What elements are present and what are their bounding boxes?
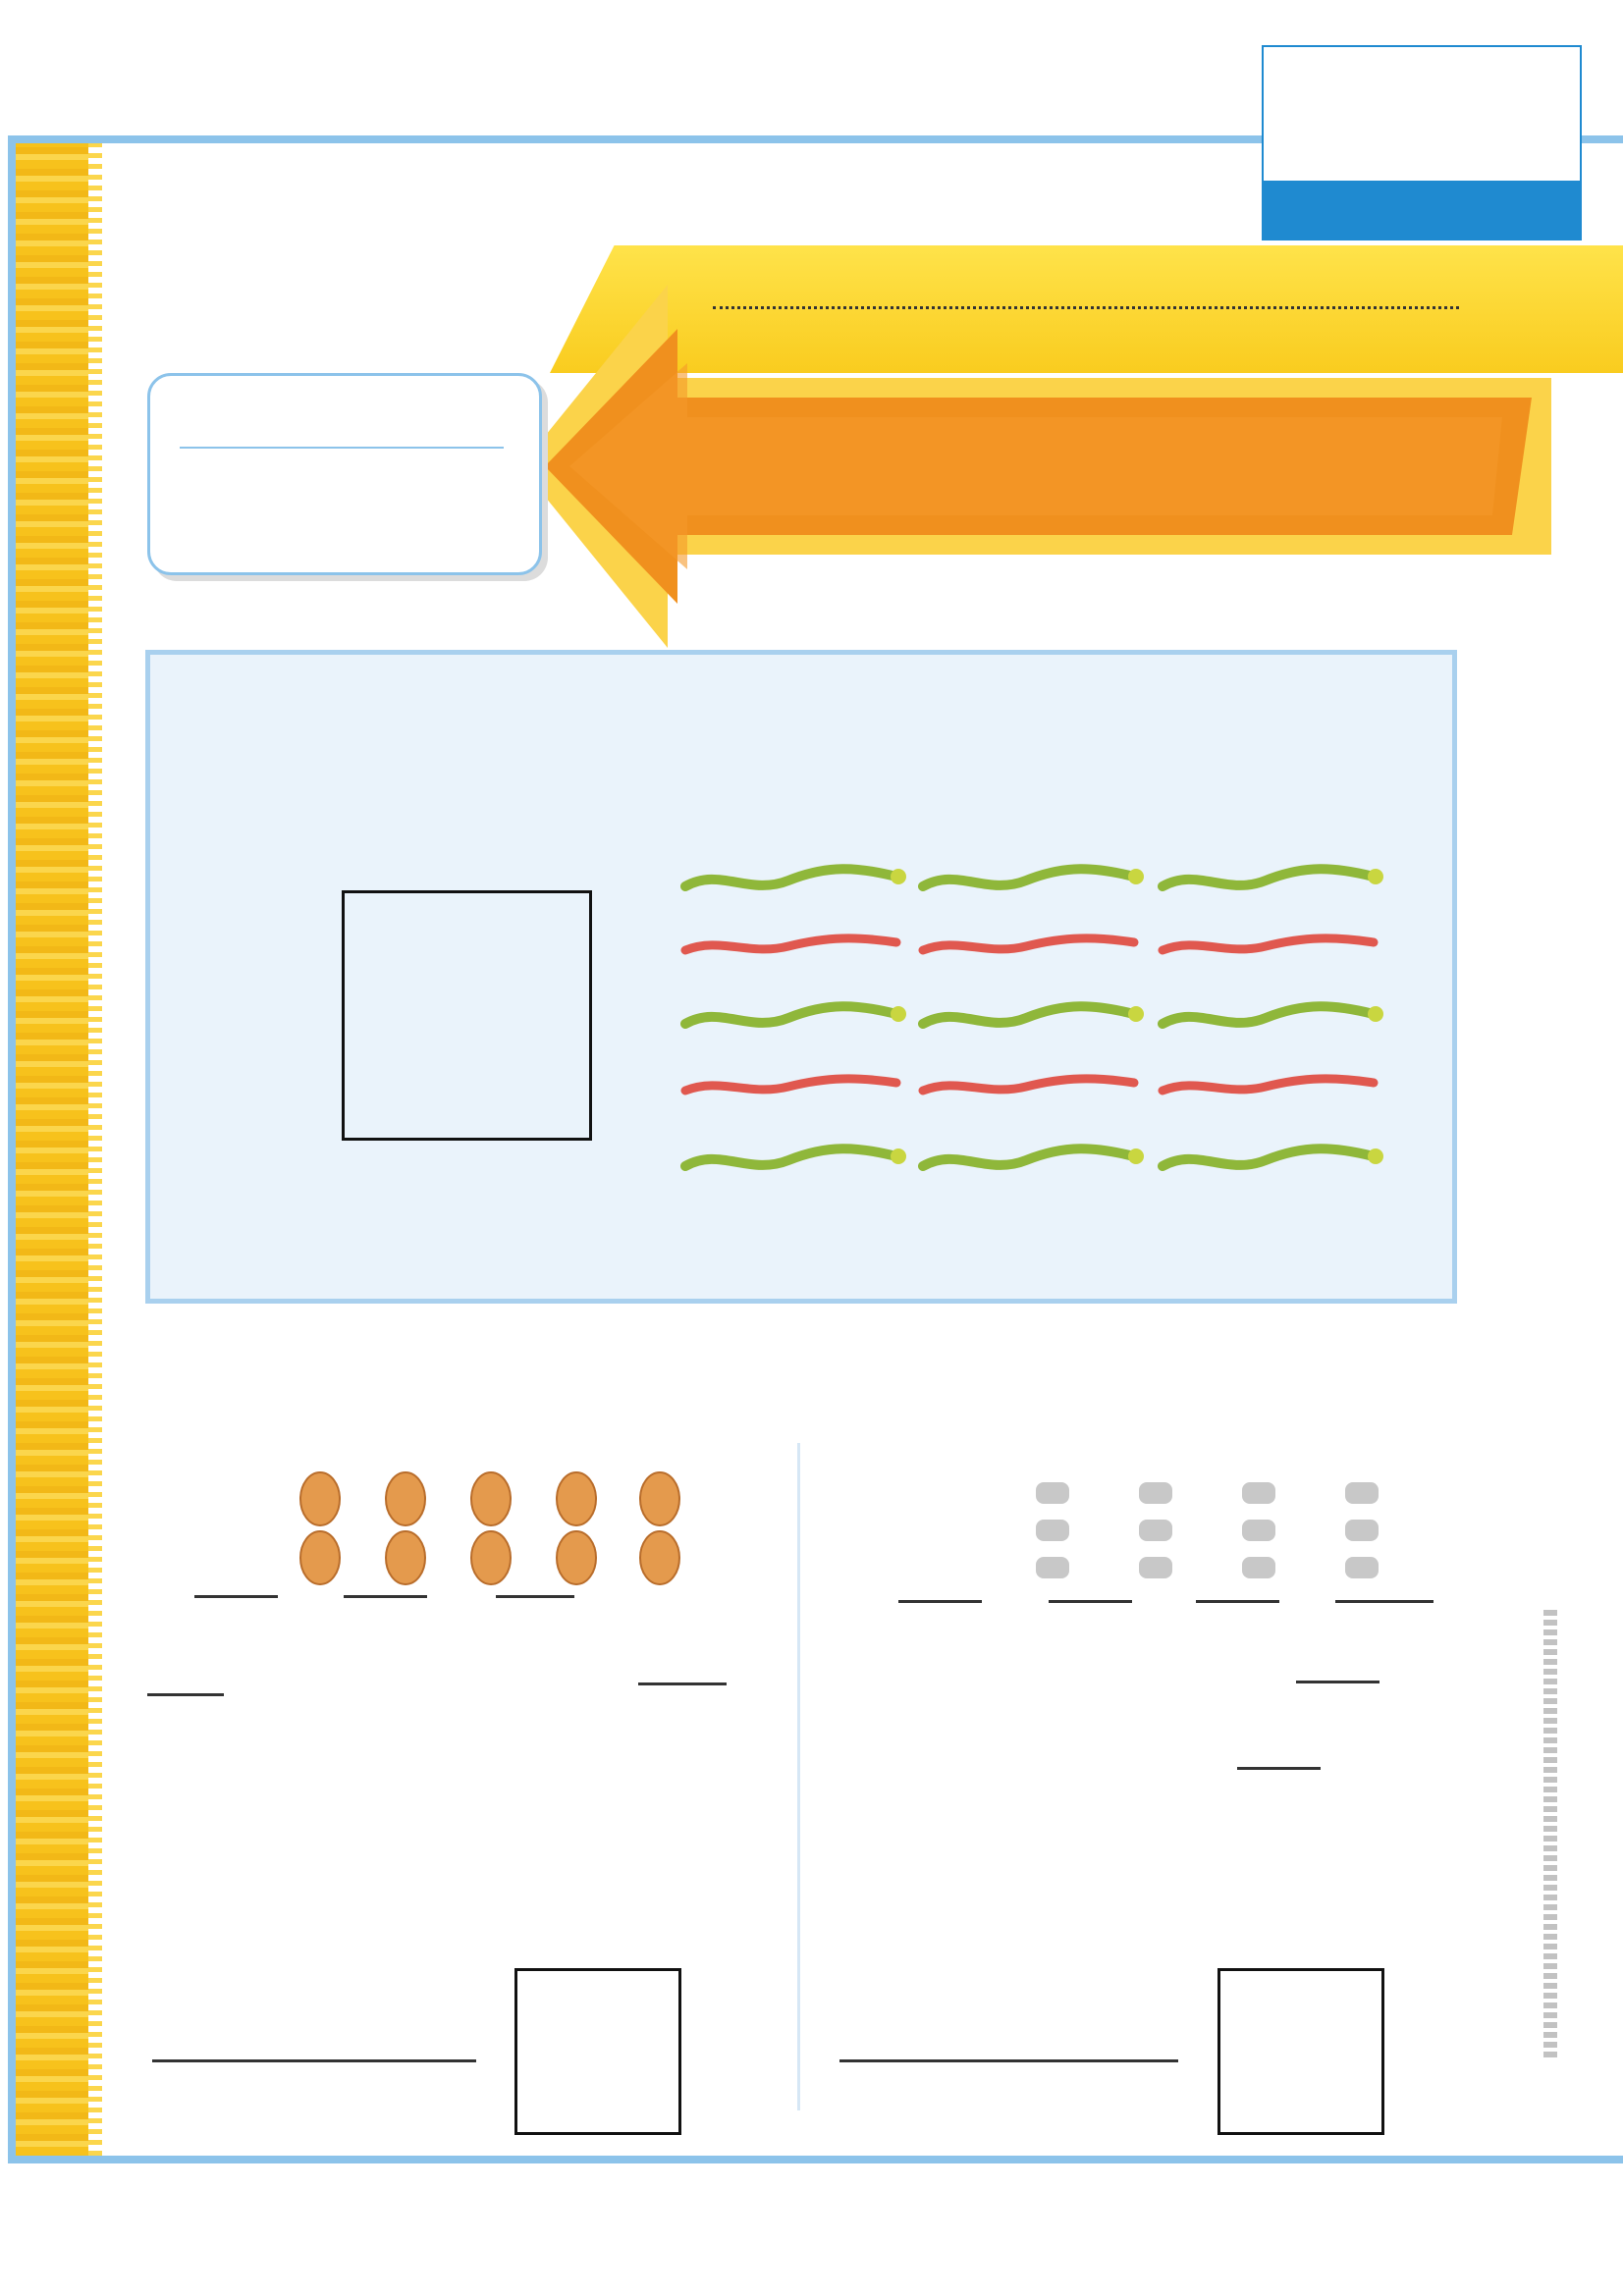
copyright-vertical-note — [1543, 1610, 1557, 2061]
q1-cols-answer[interactable] — [1237, 1767, 1321, 1770]
q1-rows-answer[interactable] — [1296, 1681, 1380, 1683]
q4-answer[interactable] — [152, 2059, 476, 2062]
column-divider — [797, 1443, 800, 2110]
logo-name — [1264, 53, 1580, 181]
snake-image — [1158, 998, 1383, 1038]
array-grid-5x5 — [342, 890, 592, 1141]
snake-image — [918, 925, 1144, 964]
owls-array-image — [291, 1468, 693, 1590]
snake-image — [680, 1065, 906, 1104]
snake-image — [680, 861, 906, 900]
q2-addend-1[interactable] — [194, 1595, 278, 1598]
decorative-yellow-strip — [16, 143, 92, 2156]
q2-cols-answer[interactable] — [638, 1682, 727, 1685]
q1-addend-1[interactable] — [898, 1600, 982, 1603]
orange-arrow-banner — [520, 285, 1551, 648]
snake-image — [918, 861, 1144, 900]
snake-image — [1158, 1065, 1383, 1104]
q4-drawn-array — [514, 1968, 681, 2135]
snake-image — [680, 998, 906, 1038]
snake-image — [918, 1065, 1144, 1104]
q2-rows-answer[interactable] — [147, 1693, 224, 1696]
q1-sum[interactable] — [1335, 1600, 1434, 1603]
q1-addend-3[interactable] — [1196, 1600, 1279, 1603]
q1-addend-2[interactable] — [1049, 1600, 1132, 1603]
lesson-divider — [180, 447, 504, 449]
snake-image — [1158, 1141, 1383, 1180]
logo-tagline — [1264, 181, 1580, 239]
page-frame-left — [8, 135, 16, 2163]
snake-image — [918, 1141, 1144, 1180]
lesson-card — [147, 373, 542, 575]
snake-image — [1158, 925, 1383, 964]
snake-image — [680, 925, 906, 964]
snake-image — [1158, 861, 1383, 900]
homework-helper-box — [145, 650, 1457, 1304]
q2-sum[interactable] — [496, 1595, 574, 1598]
q3-answer[interactable] — [839, 2059, 1178, 2062]
siraj-logo — [1262, 45, 1582, 240]
snake-image — [918, 998, 1144, 1038]
page-frame-bottom — [8, 2156, 1623, 2163]
mice-array-image — [1021, 1472, 1394, 1590]
q3-drawn-array — [1217, 1968, 1384, 2135]
q2-addend-2[interactable] — [344, 1595, 427, 1598]
snake-image — [680, 1141, 906, 1180]
